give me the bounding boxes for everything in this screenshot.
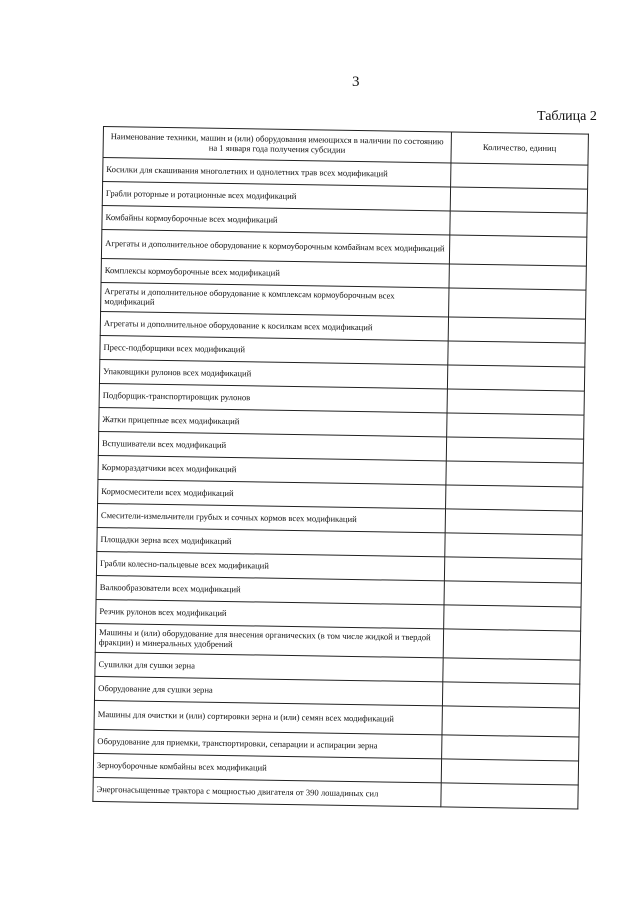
quantity-cell[interactable] <box>447 389 585 415</box>
equipment-name-cell: Оборудование для сушки зерна <box>94 676 442 705</box>
equipment-name-cell: Энергонасыщенные трактора с мощностью двигателя от 390 лошадиных сил <box>93 777 441 806</box>
quantity-cell[interactable] <box>445 509 583 535</box>
quantity-cell[interactable] <box>444 557 582 583</box>
equipment-name-cell: Агрегаты и дополнительное оборудование к комплексам кормоуборочным всех модификаций <box>101 282 449 316</box>
equipment-name-cell: Комбайны кормоуборочные всех модификаций <box>102 205 450 234</box>
quantity-cell[interactable] <box>444 581 582 607</box>
equipment-name-cell: Валкообразователи всех модификаций <box>96 575 444 604</box>
equipment-name-cell: Сушилки для сушки зерна <box>95 652 443 681</box>
equipment-name-cell: Упаковщики рулонов всех модификаций <box>99 359 447 388</box>
equipment-name-cell: Машины для очистки и (или) сортировки зерна и (или) семян всех модификаций <box>94 700 442 734</box>
quantity-cell[interactable] <box>448 288 586 319</box>
equipment-name-cell: Кормораздатчики всех модификаций <box>98 455 446 484</box>
page-number: 3 <box>352 74 360 90</box>
quantity-cell[interactable] <box>441 735 579 761</box>
equipment-name-cell: Пресс-подборщики всех модификаций <box>100 335 448 364</box>
equipment-name-cell: Оборудование для приемки, транспортировки, сепарации и аспирации зерна <box>94 729 442 758</box>
quantity-cell[interactable] <box>444 533 582 559</box>
quantity-cell[interactable] <box>446 437 584 463</box>
table-caption: Таблица 2 <box>537 109 597 124</box>
equipment-name-cell: Зерноуборочные комбайны всех модификаций <box>93 753 441 782</box>
equipment-name-cell: Резчик рулонов всех модификаций <box>96 599 444 628</box>
equipment-name-cell: Агрегаты и дополнительное оборудование к косилкам всех модификаций <box>100 311 448 340</box>
equipment-name-cell: Вспушиватели всех модификаций <box>98 431 446 460</box>
quantity-cell[interactable] <box>449 235 587 266</box>
equipment-name-cell: Площадки зерна всех модификаций <box>97 527 445 556</box>
equipment-name-cell: Грабли роторные и ротационные всех модификаций <box>102 182 450 211</box>
equipment-name-cell: Грабли колесно-пальцевые всех модификаций <box>96 551 444 580</box>
equipment-name-cell: Косилки для скашивания многолетних и однолетних трав всех модификаций <box>103 158 451 187</box>
equipment-name-cell: Подборщик-транспортировщик рулонов <box>99 383 447 412</box>
table-body <box>93 158 588 810</box>
quantity-cell[interactable] <box>450 187 588 213</box>
quantity-cell[interactable] <box>450 163 588 189</box>
quantity-cell[interactable] <box>446 413 584 439</box>
equipment-name-cell: Машины и (или) оборудование для внесения органических (в том числе жидкой и твердой фракции) и минеральных удобрений <box>95 623 443 657</box>
equipment-name-cell: Кормосмесители всех модификаций <box>98 479 446 508</box>
quantity-cell[interactable] <box>448 317 586 343</box>
quantity-cell[interactable] <box>441 783 579 809</box>
quantity-cell[interactable] <box>447 365 585 391</box>
quantity-cell[interactable] <box>443 629 581 660</box>
quantity-cell[interactable] <box>449 264 587 290</box>
quantity-cell[interactable] <box>445 485 583 511</box>
quantity-cell[interactable] <box>450 211 588 237</box>
equipment-table <box>92 126 589 810</box>
quantity-cell[interactable] <box>443 605 581 631</box>
equipment-name-cell: Комплексы кормоуборочные всех модификаций <box>101 258 449 287</box>
equipment-name-cell: Смесители-измельчители грубых и сочных кормов всех модификаций <box>97 503 445 532</box>
quantity-cell[interactable] <box>447 341 585 367</box>
quantity-cell[interactable] <box>442 682 580 708</box>
equipment-name-cell: Жатки прицепные всех модификаций <box>99 407 447 436</box>
quantity-cell[interactable] <box>443 658 581 684</box>
header-equipment-name: Наименование техники, машин и (или) оборудования имеющихся в наличии по состоянию на 1 января года получения субсидии <box>103 127 451 163</box>
quantity-cell[interactable] <box>441 759 579 785</box>
header-quantity: Количество, единиц <box>451 132 589 165</box>
quantity-cell[interactable] <box>446 461 584 487</box>
quantity-cell[interactable] <box>442 706 580 737</box>
equipment-name-cell: Агрегаты и дополнительное оборудование к кормоуборочным комбайнам всех модификаций <box>101 229 449 263</box>
